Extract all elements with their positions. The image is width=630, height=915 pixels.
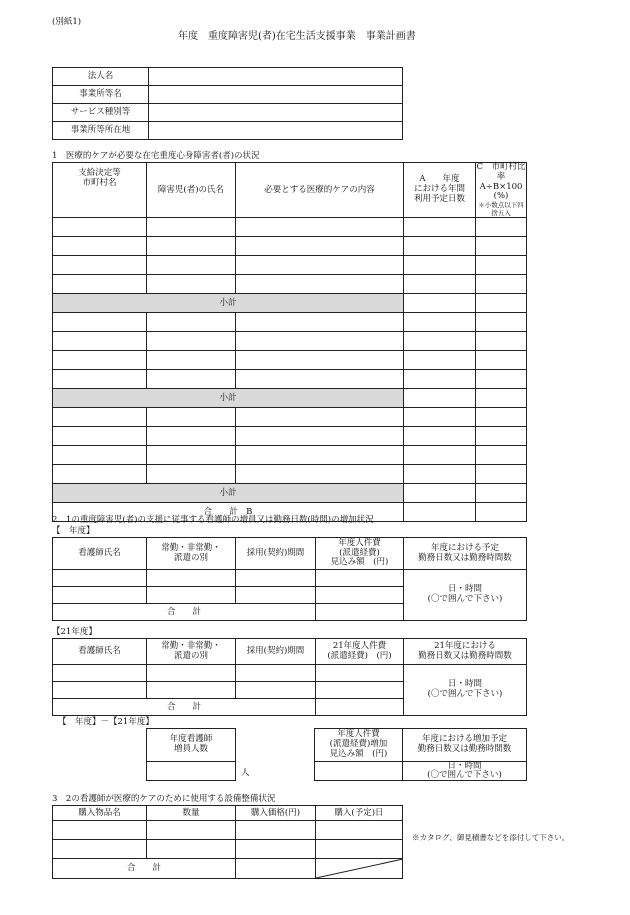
col-cost	[316, 538, 404, 570]
info-value-cell[interactable]	[149, 104, 403, 122]
col-cost-increase	[315, 729, 403, 762]
ratio-line2: A÷B×100 (%)	[479, 181, 531, 202]
table-row[interactable]	[53, 313, 527, 332]
block3-tag: 【 年度】－【21年度】	[58, 717, 154, 727]
col-plan-21	[404, 639, 527, 665]
block2-tag: 【21年度】	[52, 627, 97, 637]
col-days	[404, 163, 476, 218]
unit-choice-text: 日・時間 (〇で囲んで下さい)	[427, 679, 503, 699]
subtotal-row	[53, 389, 527, 408]
col-plan-21-text: 21年度における 勤務日数又は勤務時間数	[418, 640, 512, 661]
person-unit: 人	[241, 768, 250, 778]
col-cost-21	[316, 639, 404, 665]
table-row[interactable]	[53, 370, 527, 389]
nurse-table-21	[52, 638, 527, 716]
col-plan-text: 年度における予定 勤務日数又は勤務時間数	[418, 542, 512, 563]
col-days-text: A 年度 における年間 利用予定日数	[413, 174, 465, 204]
attachment-label: (別紙1)	[52, 17, 82, 27]
col-nurse-name: 看護師氏名	[53, 639, 147, 665]
total-price[interactable]	[236, 859, 316, 879]
unit-choice[interactable]	[403, 762, 527, 781]
table-row[interactable]	[53, 427, 527, 446]
col-cost-text: 年度人件費 (派遣経費) 見込み額 (円)	[330, 537, 389, 568]
table-row[interactable]	[53, 237, 527, 256]
subtotal-label: 小計	[53, 294, 404, 313]
increase-cost-table	[314, 728, 527, 781]
total-row	[53, 859, 403, 879]
nurse-table-current	[52, 537, 527, 621]
subtotal-days[interactable]	[404, 389, 476, 408]
increase-count-table	[146, 728, 236, 781]
col-municipality-text: 支給決定等 市町村名	[78, 168, 121, 188]
info-label: サービス種別等	[53, 104, 149, 122]
increase-count-label	[147, 729, 236, 762]
total-label: 合 計	[53, 859, 236, 879]
total-ratio[interactable]	[476, 503, 527, 522]
col-care-content: 必要とする医療的ケアの内容	[236, 163, 404, 218]
cost-increase-value[interactable]	[315, 762, 403, 781]
col-quantity: 数量	[147, 806, 236, 821]
total-days[interactable]	[404, 503, 476, 522]
total-cost[interactable]	[316, 699, 404, 716]
unit-choice-line2: (〇で囲んで下さい)	[427, 770, 502, 780]
table-row[interactable]	[53, 446, 527, 465]
total-label: 合 計	[53, 604, 316, 621]
table-row[interactable]	[53, 218, 527, 237]
unit-choice-text: 日・時間 (〇で囲んで下さい)	[427, 584, 503, 604]
info-value-cell[interactable]	[149, 86, 403, 104]
col-price: 購入価格(円)	[236, 806, 316, 821]
equipment-table	[52, 805, 403, 879]
col-employment-text: 常勤・非常勤・ 派遣の別	[161, 640, 221, 661]
col-nurse-name: 看護師氏名	[53, 538, 147, 570]
info-label: 事業所等名	[53, 86, 149, 104]
table-row[interactable]	[53, 351, 527, 370]
table-row[interactable]	[53, 570, 527, 587]
info-value-cell[interactable]	[149, 122, 403, 140]
info-label: 事業所等所在地	[53, 122, 149, 140]
col-person-name: 障害児(者)の氏名	[147, 163, 236, 218]
table-row[interactable]	[53, 465, 527, 484]
col-cost-increase-text: 年度人件費 (派遣経費)増加 見込み額 (円)	[329, 729, 388, 759]
ratio-line1: C 市町村比率	[476, 162, 526, 182]
diagonal-slash	[316, 859, 403, 878]
increase-count-value[interactable]	[147, 762, 236, 781]
unit-choice[interactable]	[404, 570, 527, 621]
date-slash-cell	[316, 859, 403, 879]
page-title: 年度 重度障害児(者)在宅生活支援事業 事業計画書	[178, 31, 416, 42]
subtotal-label: 小計	[53, 484, 404, 503]
col-cost-21-text: 21年度人件費 (派遣経費) (円)	[327, 640, 392, 661]
subtotal-ratio[interactable]	[476, 389, 527, 408]
col-plan	[404, 538, 527, 570]
col-ratio	[476, 162, 531, 218]
table-row[interactable]	[53, 332, 527, 351]
total-label: 合 計	[53, 699, 316, 716]
col-period: 採用(契約)期間	[236, 538, 316, 570]
subtotal-days[interactable]	[404, 294, 476, 313]
section1-heading: 1 医療的ケアが必要な在宅重度心身障害者(者)の状況	[52, 151, 260, 161]
table-row[interactable]	[53, 275, 527, 294]
section2-heading: 2 1の重度障害児(者)の支援に従事する看護師の増員又は勤務日数(時間)の増加状況	[52, 515, 374, 525]
info-table	[52, 67, 403, 140]
total-label: 合 計 B	[53, 503, 404, 522]
unit-choice[interactable]	[404, 665, 527, 716]
table-row[interactable]	[53, 821, 403, 840]
col-plan-increase	[403, 729, 527, 762]
care-table	[52, 162, 531, 522]
col-period: 採用(契約)期間	[236, 639, 316, 665]
table-row[interactable]	[53, 665, 527, 682]
subtotal-ratio[interactable]	[476, 294, 527, 313]
increase-count-label-text: 年度看護師 増員人数	[169, 734, 213, 754]
attachment-note: ※カタログ、御見積書などを添付して下さい。	[412, 833, 570, 842]
col-date: 購入(予定)日	[316, 806, 403, 821]
col-plan-increase-text: 年度における増加予定 勤務日数又は勤務時間数	[417, 734, 512, 754]
col-employment-text: 常勤・非常勤・ 派遣の別	[161, 542, 221, 563]
col-employment	[147, 639, 236, 665]
subtotal-row	[53, 294, 527, 313]
section3-heading: 3 2の看護師が医療的ケアのために使用する設備整備状況	[52, 794, 276, 804]
subtotal-days[interactable]	[404, 484, 476, 503]
table-row[interactable]	[53, 408, 527, 427]
table-row[interactable]	[53, 256, 527, 275]
subtotal-row	[53, 484, 527, 503]
unit-choice-line1: 日・時間	[447, 761, 482, 772]
col-employment	[147, 538, 236, 570]
subtotal-ratio[interactable]	[476, 484, 527, 503]
col-item-name: 購入物品名	[53, 806, 147, 821]
block1-tag: 【 年度】	[52, 526, 95, 536]
subtotal-label: 小計	[53, 389, 404, 408]
col-municipality	[53, 163, 147, 218]
total-cost[interactable]	[316, 604, 404, 621]
info-value-cell[interactable]	[149, 68, 403, 86]
info-label: 法人名	[53, 68, 149, 86]
table-row[interactable]	[53, 840, 403, 859]
ratio-line3: ＊小数点以下四捨五入	[478, 201, 524, 217]
